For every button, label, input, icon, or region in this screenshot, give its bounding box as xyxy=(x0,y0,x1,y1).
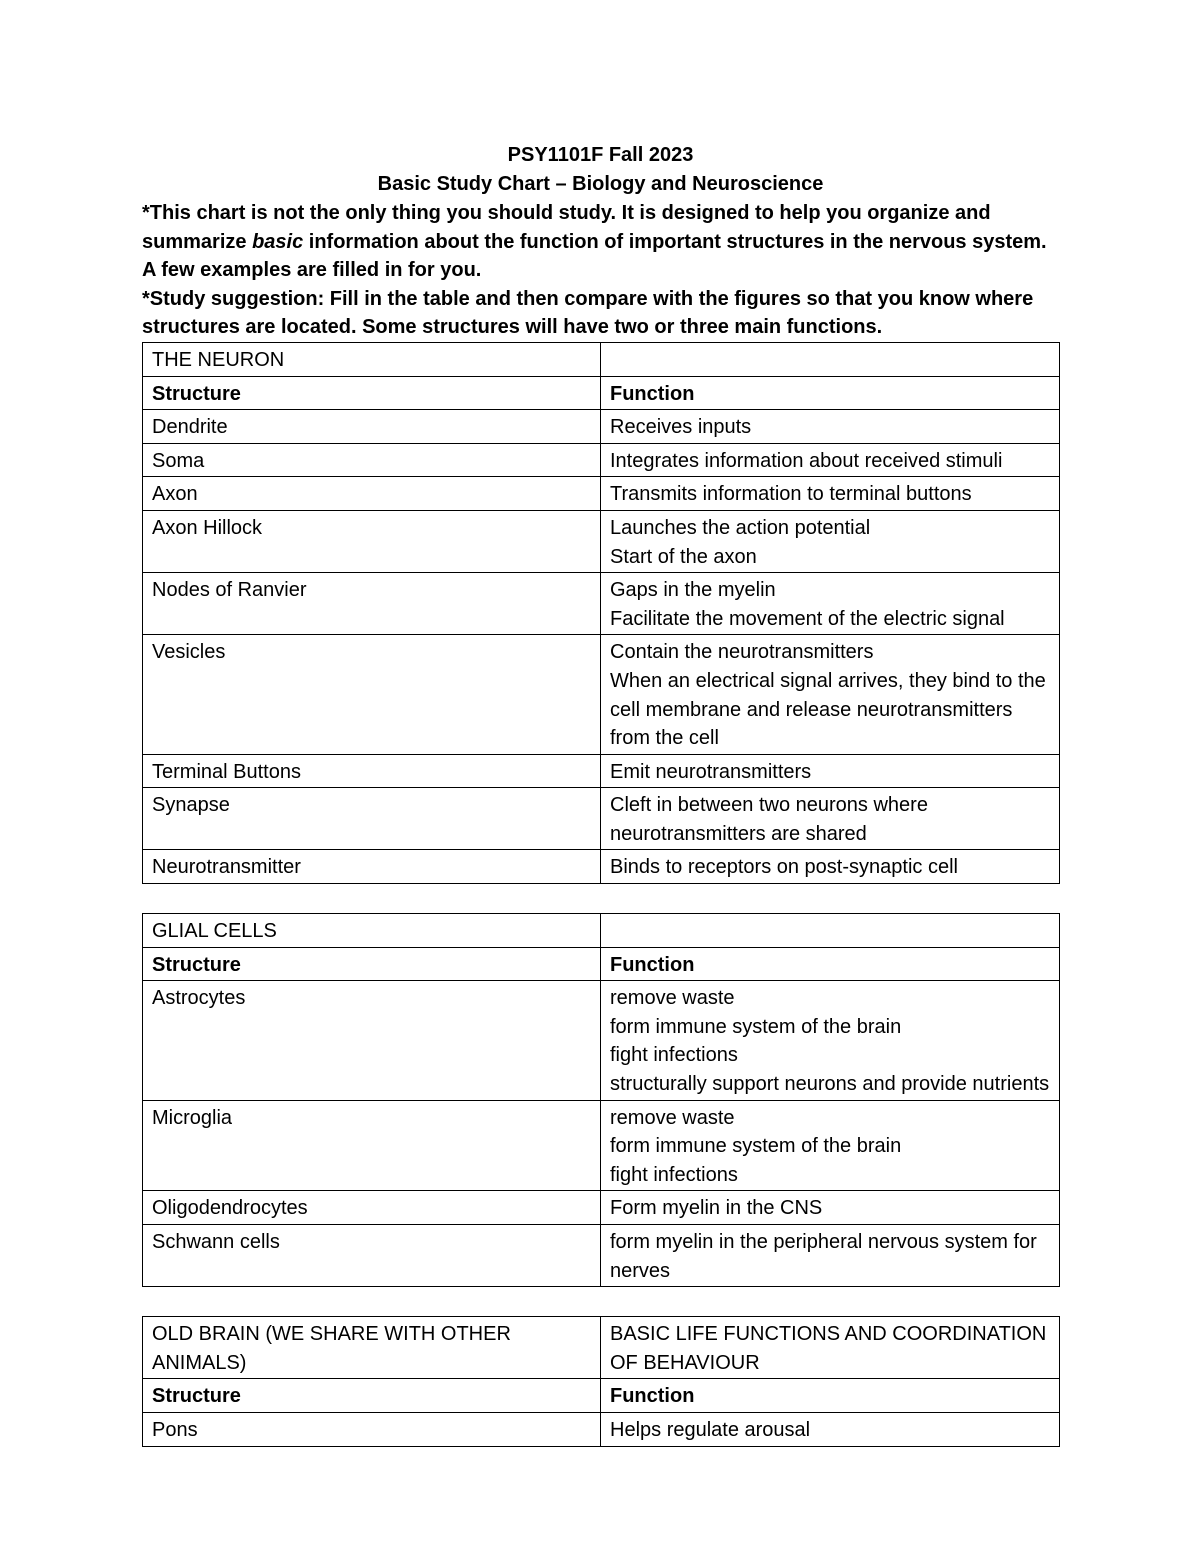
table-heading-right xyxy=(601,914,1060,948)
structure-cell: Oligodendrocytes xyxy=(143,1191,601,1225)
function-line: Receives inputs xyxy=(610,416,752,439)
column-header-row xyxy=(143,1379,1060,1413)
structure-cell: Soma xyxy=(143,443,601,477)
function-line: fight infections xyxy=(610,1163,738,1186)
function-line: remove waste xyxy=(610,1106,735,1129)
function-line: form myelin in the peripheral nervous system for nerves xyxy=(610,1231,1037,1282)
glial-cells-table xyxy=(142,913,1060,1287)
structure-cell: Pons xyxy=(143,1412,601,1446)
function-line: Gaps in the myelin xyxy=(610,579,776,602)
table-heading: OLD BRAIN (WE SHARE WITH OTHER ANIMALS) xyxy=(143,1317,601,1379)
function-line: Integrates information about received stimuli xyxy=(610,449,1003,472)
table-row xyxy=(143,1100,1060,1191)
function-line: Form myelin in the CNS xyxy=(610,1197,823,1220)
function-line: Emit neurotransmitters xyxy=(610,760,812,783)
function-cell xyxy=(601,1191,1060,1225)
column-header-row xyxy=(143,376,1060,410)
structure-cell: Nodes of Ranvier xyxy=(143,573,601,635)
intro-text-part1: *This chart is not the only thing you should study. It is designed to help you organize and summarize xyxy=(142,202,991,253)
table-row xyxy=(143,635,1060,754)
function-line: Start of the axon xyxy=(610,545,757,568)
column-header-function: Function xyxy=(601,947,1060,981)
function-cell xyxy=(601,477,1060,511)
table-heading-right: BASIC LIFE FUNCTIONS AND COORDINATION OF BEHAVIOUR xyxy=(601,1317,1060,1379)
column-header-structure: Structure xyxy=(143,1379,601,1413)
table-row xyxy=(143,1191,1060,1225)
function-line: structurally support neurons and provide nutrients xyxy=(610,1073,1050,1096)
function-cell xyxy=(601,1412,1060,1446)
structure-cell: Axon xyxy=(143,477,601,511)
table-heading-right xyxy=(601,342,1060,376)
table-spacer xyxy=(142,884,1059,913)
function-line: form immune system of the brain xyxy=(610,1135,902,1158)
table-spacer xyxy=(142,1287,1059,1316)
table-row xyxy=(143,410,1060,444)
structure-cell: Neurotransmitter xyxy=(143,850,601,884)
column-header-structure: Structure xyxy=(143,376,601,410)
structure-cell: Vesicles xyxy=(143,635,601,754)
column-header-function: Function xyxy=(601,1379,1060,1413)
function-cell xyxy=(601,1100,1060,1191)
function-cell xyxy=(601,981,1060,1100)
structure-cell: Terminal Buttons xyxy=(143,754,601,788)
function-cell xyxy=(601,635,1060,754)
function-line: Facilitate the movement of the electric signal xyxy=(610,607,1005,630)
intro-note xyxy=(142,199,1059,285)
function-line: Binds to receptors on post-synaptic cell xyxy=(610,856,958,879)
document-title: PSY1101F Fall 2023 xyxy=(507,144,694,166)
function-line: When an electrical signal arrives, they bind to the cell membrane and release neurotransmitters from the cell xyxy=(610,669,1046,750)
table-row xyxy=(143,573,1060,635)
intro-text-part2: information about the function of important structures in the nervous system. A few examples are filled in for you. xyxy=(142,230,1047,282)
function-cell xyxy=(601,850,1060,884)
table-row xyxy=(143,443,1060,477)
table-heading-row xyxy=(143,1317,1060,1379)
neuron-table xyxy=(142,342,1060,884)
function-line: Launches the action potential xyxy=(610,516,871,539)
function-line: form immune system of the brain xyxy=(610,1015,902,1038)
table-row xyxy=(143,981,1060,1100)
intro-block xyxy=(142,199,1059,342)
document-subtitle: Basic Study Chart – Biology and Neuroscience xyxy=(377,173,824,195)
column-header-row xyxy=(143,947,1060,981)
document-page xyxy=(142,141,1059,1447)
study-suggestion: *Study suggestion: Fill in the table and then compare with the figures so that you know where structures are located. Some structures will have two or three main functions. xyxy=(142,287,1034,339)
function-line: Contain the neurotransmitters xyxy=(610,641,874,664)
column-header-function: Function xyxy=(601,376,1060,410)
structure-cell: Synapse xyxy=(143,788,601,850)
function-line: Cleft in between two neurons where neurotransmitters are shared xyxy=(610,794,928,845)
function-cell xyxy=(601,754,1060,788)
structure-cell: Schwann cells xyxy=(143,1225,601,1287)
intro-italic-word: basic xyxy=(252,230,304,253)
table-row xyxy=(143,788,1060,850)
function-line: fight infections xyxy=(610,1044,738,1067)
function-cell xyxy=(601,443,1060,477)
table-row xyxy=(143,1412,1060,1446)
table-heading-row xyxy=(143,914,1060,948)
function-line: remove waste xyxy=(610,987,735,1010)
function-cell xyxy=(601,410,1060,444)
function-cell xyxy=(601,510,1060,572)
table-row xyxy=(143,510,1060,572)
function-cell xyxy=(601,573,1060,635)
function-cell xyxy=(601,788,1060,850)
function-line: Helps regulate arousal xyxy=(610,1418,811,1441)
table-row xyxy=(143,850,1060,884)
function-line: Transmits information to terminal buttons xyxy=(610,483,972,506)
table-row xyxy=(143,1225,1060,1287)
table-row xyxy=(143,754,1060,788)
column-header-structure: Structure xyxy=(143,947,601,981)
table-row xyxy=(143,477,1060,511)
structure-cell: Microglia xyxy=(143,1100,601,1191)
function-cell xyxy=(601,1225,1060,1287)
structure-cell: Axon Hillock xyxy=(143,510,601,572)
structure-cell: Dendrite xyxy=(143,410,601,444)
table-heading: THE NEURON xyxy=(143,342,601,376)
table-heading: GLIAL CELLS xyxy=(143,914,601,948)
old-brain-table xyxy=(142,1316,1060,1446)
structure-cell: Astrocytes xyxy=(143,981,601,1100)
table-heading-row xyxy=(143,342,1060,376)
